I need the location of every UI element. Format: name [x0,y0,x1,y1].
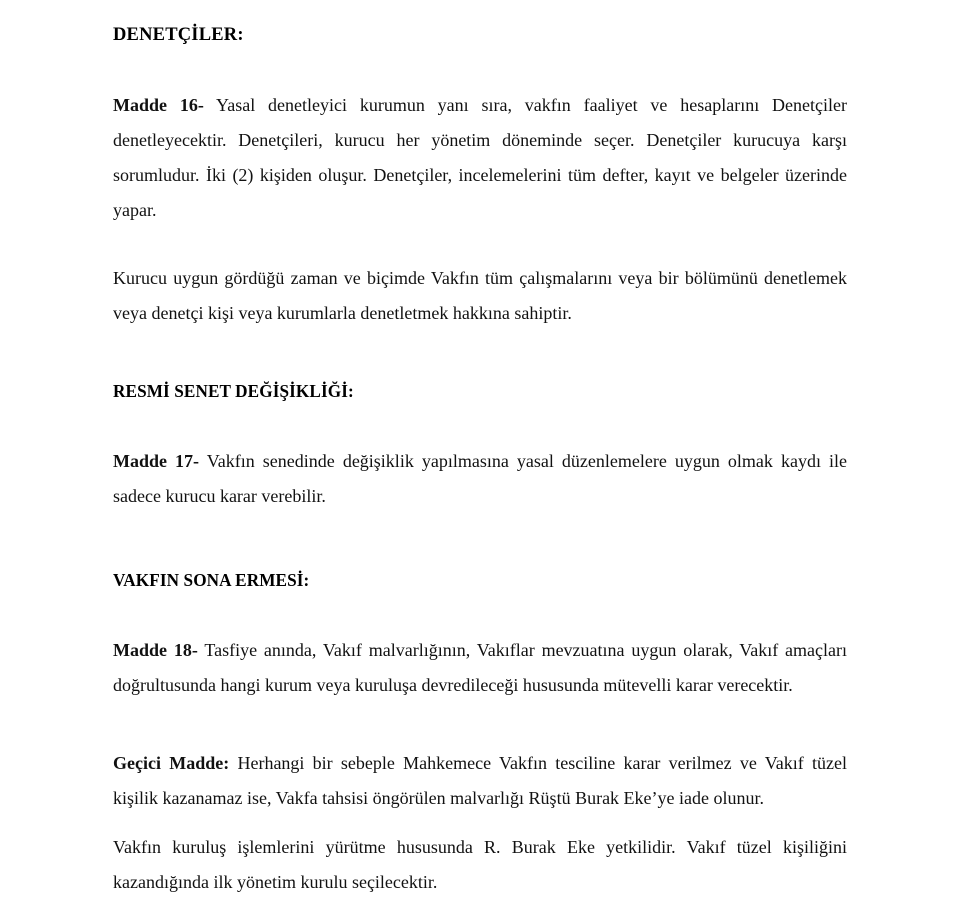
spacer [113,331,847,366]
paragraph-madde-18 [113,633,847,703]
paragraph-text-madde-18: Tasfiye anında, Vakıf malvarlığının, Vakıflar mevzuatına uygun olarak, Vakıf amaçları doğrultusunda hangi kurum veya kuruluşa devredileceği hususunda mütevelli karar verecektir. [113,640,847,695]
paragraph-madde-17 [113,444,847,514]
paragraph-madde-16 [113,88,847,228]
paragraph-text-madde-17: Vakfın senedinde değişiklik yapılmasına yasal düzenlemelere uygun olmak kaydı ile sadece kurucu karar verebilir. [113,451,847,506]
paragraph-kurucu-denetim [113,261,847,331]
paragraph-gecici-madde [113,746,847,816]
paragraph-lead-madde-16: Madde 16- [113,95,204,115]
spacer [113,409,847,444]
paragraph-lead-madde-17: Madde 17- [113,451,200,471]
document-body [113,18,847,900]
spacer [113,703,847,738]
spacer [113,738,847,746]
paragraph-text-madde-16: Yasal denetleyici kurumun yanı sıra, vakfın faaliyet ve hesaplarını Denetçiler denetleyecektir. Denetçileri, kurucu her yönetim döneminde seçer. Denetçiler kurucuya karşı sorumludur. İki (2) kişiden oluşur. Denetçiler, incelemelerini tüm defter, kayıt ve belgeler üzerinde yapar. [113,95,848,220]
spacer [113,549,847,563]
paragraph-text-yetki: Vakfın kuruluş işlemlerini yürütme hususunda R. Burak Eke yetkilidir. Vakıf tüzel kişiliğini kazandığında ilk yönetim kurulu seçilecektir. [113,837,847,892]
spacer [113,53,847,88]
paragraph-text-kurucu-denetim: Kurucu uygun gördüğü zaman ve biçimde Vakfın tüm çalışmalarını veya bir bölümünü denetlemek veya denetçi kişi veya kurumlarla denetletmek hakkına sahiptir. [113,268,847,323]
spacer [113,228,847,261]
paragraph-text-gecici-madde: Herhangi bir sebeple Mahkemece Vakfın tesciline karar verilmez ve Vakıf tüzel kişilik kazanamaz ise, Vakfa tahsisi öngörülen malvarlığı Rüştü Burak Eke’ye iade olunur. [113,753,847,808]
paragraph-lead-madde-18: Madde 18- [113,640,198,660]
paragraph-lead-gecici-madde: Geçici Madde: [113,753,230,773]
paragraph-yetki [113,830,847,900]
section-heading-resmi-senet-degisikligi: RESMİ SENET DEĞİŞİKLİĞİ: [113,381,354,401]
spacer [113,514,847,549]
spacer [113,816,847,830]
section-heading-denetciler: DENETÇİLER: [113,25,244,45]
section-heading-vakfin-sona-ermesi: VAKFIN SONA ERMESİ: [113,570,310,590]
spacer [113,366,847,374]
spacer [113,598,847,633]
